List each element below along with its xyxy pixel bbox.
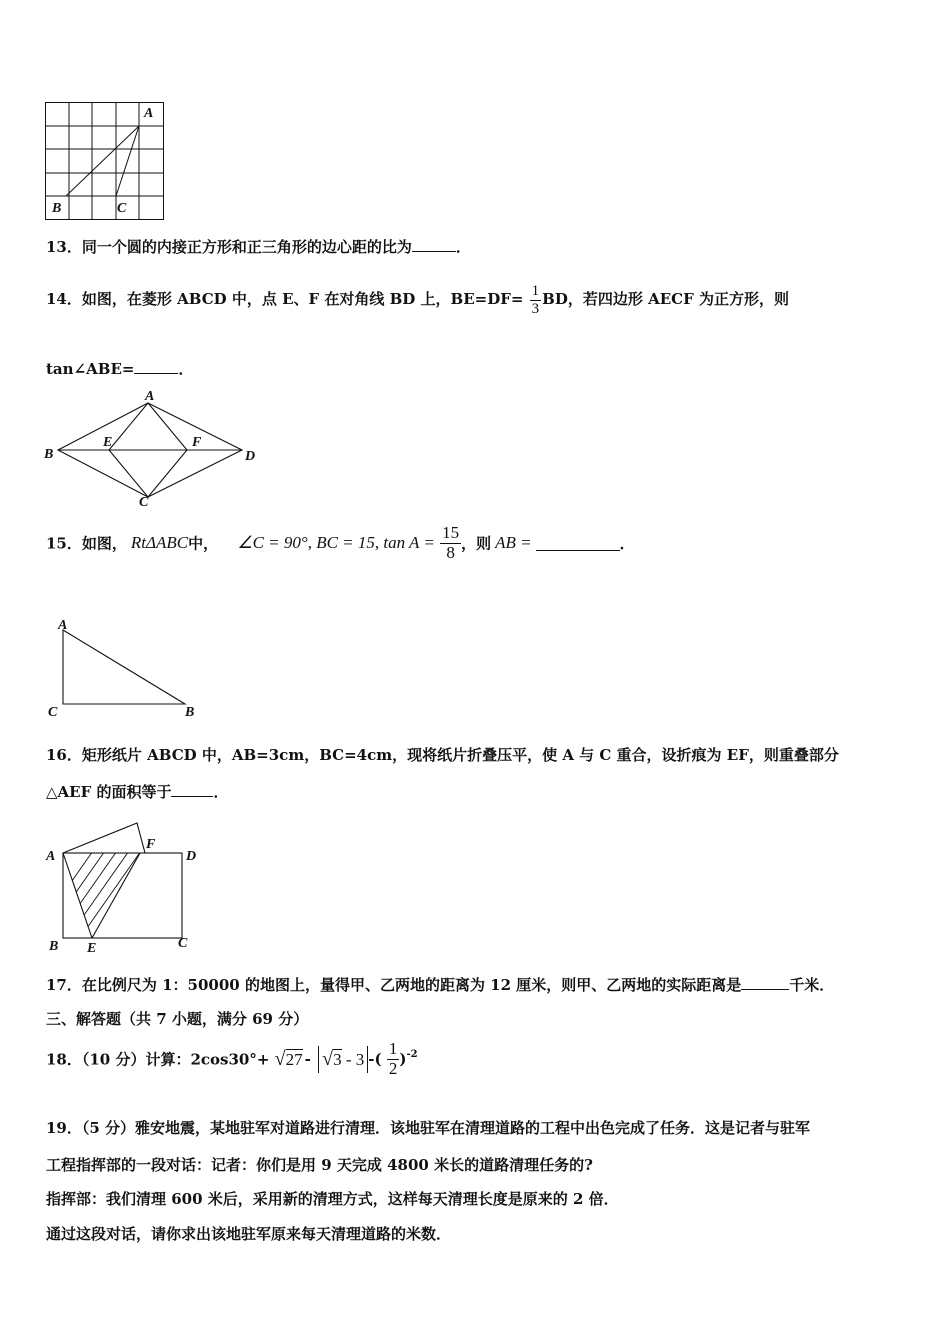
- label-b: B: [52, 201, 62, 216]
- fraction-1-2: [387, 1040, 400, 1078]
- question-14-line2: [46, 358, 193, 379]
- label-f: F: [192, 435, 202, 450]
- label-e: E: [103, 435, 113, 450]
- label-e: E: [87, 941, 97, 956]
- question-end: ．: [619, 534, 635, 553]
- answer-blank: [412, 237, 456, 252]
- question-text-cont: 中，: [188, 534, 219, 553]
- question-number: 15．: [46, 534, 82, 553]
- question-text: （10 分）计算：2cos30°+: [81, 1050, 270, 1069]
- question-17: [46, 974, 834, 995]
- fraction-one-third: [530, 283, 542, 317]
- fraction-denominator: 8: [446, 542, 455, 562]
- question-19-line4: 通过这段对话，请你求出该地驻军原来每天清理道路的米数．: [46, 1225, 452, 1243]
- question-16: [46, 744, 839, 765]
- question-text: （5 分）雅安地震，某地驻军对道路进行清理．该地驻军在清理道路的工程中出色完成了任务．这是记者与驻军: [81, 1119, 811, 1137]
- label-c: C: [139, 495, 149, 510]
- label-c: C: [178, 936, 188, 951]
- fraction-15-8: [440, 524, 461, 562]
- ab-expression: AB =: [495, 533, 532, 553]
- question-16-line2: [46, 781, 229, 802]
- answer-blank: [741, 975, 789, 990]
- question-number: 13．: [46, 238, 82, 256]
- label-a: A: [46, 849, 56, 864]
- answer-blank: [536, 536, 620, 551]
- fraction-numerator: 15: [442, 523, 460, 542]
- sqrt-27: √27: [274, 1047, 303, 1070]
- question-text-cont: BD，若四边形 AECF 为正方形，则: [542, 290, 789, 308]
- grid-triangle-figure: [44, 101, 168, 223]
- label-f: F: [146, 837, 156, 852]
- question-text: 在比例尺为 1：50000 的地图上，量得甲、乙两地的距离为 12 厘米，则甲、乙两地的实际距离是: [81, 976, 742, 994]
- absolute-value: √3 - 3: [318, 1046, 368, 1073]
- question-text-cont: ，则: [461, 534, 492, 553]
- question-14: [46, 283, 789, 317]
- minus-sign: -: [304, 1050, 311, 1069]
- conditions: ∠C = 90°, BC = 15, tan A =: [237, 533, 435, 553]
- question-number: 14．: [46, 290, 82, 308]
- label-a: A: [58, 618, 68, 633]
- question-text: 矩形纸片 ABCD 中，AB=3cm，BC=4cm，现将纸片折叠压平，使 A 与 C 重合，设折痕为 EF，则重叠部分: [81, 746, 839, 764]
- label-b: B: [44, 447, 54, 462]
- question-19-line3: 指挥部：我们清理 600 米后，采用新的清理方式，这样每天清理长度是原来的 2 倍．: [46, 1190, 619, 1208]
- segment-ab: [66, 126, 139, 196]
- label-c: C: [48, 705, 58, 720]
- label-c: C: [117, 201, 127, 216]
- question-number: 18．: [46, 1050, 82, 1069]
- question-19: [46, 1117, 810, 1138]
- question-end: ．: [455, 238, 471, 256]
- question-end: ．: [178, 360, 194, 378]
- question-number: 19．: [46, 1119, 82, 1137]
- right-triangle-figure: [44, 618, 204, 722]
- fraction-denominator: 2: [388, 1058, 398, 1078]
- abs-rest: - 3: [341, 1049, 365, 1069]
- answer-blank: [171, 782, 213, 797]
- label-b: B: [49, 939, 59, 954]
- close-paren: ): [399, 1050, 407, 1069]
- question-18: [46, 1040, 418, 1078]
- label-b: B: [185, 705, 195, 720]
- question-number: 16．: [46, 746, 82, 764]
- radicand: 27: [285, 1049, 303, 1069]
- answer-blank: [134, 359, 178, 374]
- folded-rectangle-figure: [44, 818, 214, 958]
- label-d: D: [245, 449, 256, 464]
- question-end: ．: [213, 783, 229, 801]
- fraction-denominator: 3: [531, 300, 540, 317]
- rhombus-figure: [44, 386, 264, 512]
- question-text: tan∠ABE=: [46, 360, 135, 378]
- radicand: 3: [333, 1049, 342, 1069]
- label-a: A: [145, 389, 155, 404]
- question-text: 如图，: [81, 534, 127, 553]
- triangle-name: RtΔABC: [130, 533, 189, 553]
- question-text: 同一个圆的内接正方形和正三角形的边心距的比为: [81, 238, 412, 256]
- question-text: △AEF 的面积等于: [46, 783, 172, 801]
- question-15: [46, 524, 635, 562]
- section-heading: 三、解答题（共 7 小题，满分 69 分）: [46, 1010, 309, 1028]
- fraction-numerator: 1: [388, 1039, 398, 1058]
- minus-paren: -(: [368, 1050, 382, 1069]
- question-number: 17．: [46, 976, 82, 994]
- fraction-numerator: 1: [531, 283, 540, 299]
- label-d: D: [186, 849, 197, 864]
- label-a: A: [144, 106, 154, 121]
- question-text: 如图，在菱形 ABCD 中，点 E、F 在对角线 BD 上，BE=DF=: [81, 290, 524, 308]
- question-end: 千米．: [789, 976, 835, 994]
- question-19-line2: 工程指挥部的一段对话：记者：你们是用 9 天完成 4800 米长的道路清理任务的?: [46, 1156, 593, 1174]
- exponent: -2: [406, 1049, 418, 1061]
- question-13: [46, 236, 471, 257]
